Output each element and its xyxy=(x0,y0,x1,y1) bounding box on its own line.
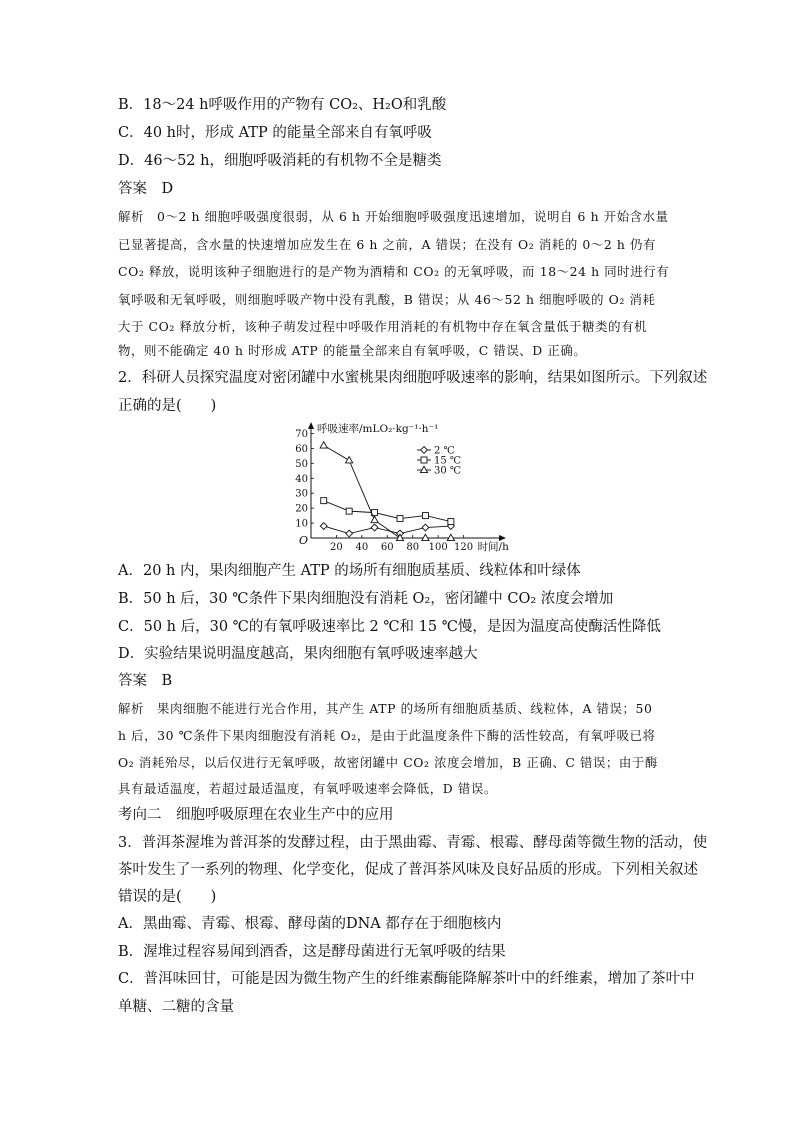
data-point xyxy=(397,516,403,522)
data-point xyxy=(396,534,403,540)
legend-label: 15 ℃ xyxy=(434,455,462,467)
data-point xyxy=(447,534,454,540)
q2-explanation-line: h 后，30 ℃条件下果肉细胞没有消耗 O₂，是由于此温度条件下酶的活性较高，有氧呼吸已将 xyxy=(118,728,656,743)
series-square xyxy=(321,498,454,525)
q3-stem: 错误的是( ) xyxy=(118,889,217,905)
q3-option-b: B．渥堆过程容易闻到酒香，这是酵母菌进行无氧呼吸的结果 xyxy=(118,944,506,960)
data-point xyxy=(448,519,454,525)
legend-label: 30 ℃ xyxy=(434,465,462,477)
q2-option-a: A．20 h 内，果肉细胞产生 ATP 的场所有细胞质基质、线粒体和叶绿体 xyxy=(118,563,581,579)
origin-label: O xyxy=(299,534,309,547)
q1-answer: 答案 D xyxy=(118,181,174,197)
section-heading: 考向二 细胞呼吸原理在农业生产中的应用 xyxy=(118,807,394,823)
q1-explanation-line: CO₂ 释放，说明该种子细胞进行的是产物为酒精和 CO₂ 的无氧呼吸，而 18～24 h 同时进行有 xyxy=(118,264,670,279)
series-line xyxy=(324,526,451,533)
series-line xyxy=(324,501,451,522)
q2-answer: 答案 B xyxy=(118,673,173,689)
q2-option-c: C．50 h 后，30 ℃的有氧呼吸速率比 2 ℃和 15 ℃慢，是因为温度高使酶活性降低 xyxy=(118,619,661,635)
x-tick-label: 120 xyxy=(454,542,474,553)
y-axis-arrow xyxy=(308,422,314,429)
q3-option-c-continued: 单糖、二糖的含量 xyxy=(118,999,234,1015)
series-line xyxy=(324,445,451,538)
x-tick-label: 20 xyxy=(330,542,343,553)
q1-option-b: B．18～24 h呼吸作用的产物有 CO₂、H₂O和乳酸 xyxy=(118,97,447,113)
q1-explanation-line: 解析 0～2 h 细胞呼吸强度很弱，从 6 h 开始细胞呼吸强度迅速增加，说明自 6 h 开始含水量 xyxy=(118,209,669,224)
q2-option-b: B．50 h 后，30 ℃条件下果肉细胞没有消耗 O₂，密闭罐中 CO₂ 浓度会增加 xyxy=(118,591,614,607)
x-tick-label: 80 xyxy=(406,542,420,553)
q1-explanation-line: 已显著提高，含水量的快速增加应发生在 6 h 之前，A 错误；在没有 O₂ 消耗的 0～2 h 仍有 xyxy=(118,237,657,252)
x-axis-title: 时间/h xyxy=(477,541,509,553)
q1-explanation-line: 物，则不能确定 40 h 时形成 ATP 的能量全部来自有氧呼吸，C 错误、D 正确。 xyxy=(118,343,587,358)
q3-option-c: C．普洱味回甘，可能是因为微生物产生的纤维素酶能降解茶叶中的纤维素，增加了茶叶中 xyxy=(118,971,695,987)
legend-marker xyxy=(420,466,427,472)
q2-explanation-line: 具有最适温度，若超过最适温度，有氧呼吸速率会降低，D 错误。 xyxy=(118,781,497,796)
series-diamond xyxy=(320,523,454,537)
data-point xyxy=(320,442,327,448)
data-point xyxy=(320,523,327,530)
y-tick-label: 40 xyxy=(295,473,308,485)
legend-marker xyxy=(421,457,427,463)
chart-legend xyxy=(417,446,461,477)
y-tick-label: 10 xyxy=(295,518,308,530)
q2-option-d: D．实验结果说明温度越高，果肉细胞有氧呼吸速率越大 xyxy=(118,646,478,662)
y-axis-title: 呼吸速率/mLO₂·kg⁻¹·h⁻¹ xyxy=(317,423,439,435)
q1-explanation-line: 氧呼吸和无氧呼吸，则细胞呼吸产物中没有乳酸，B 错误；从 46～52 h 细胞呼吸的 O₂ 消耗 xyxy=(118,292,656,307)
y-tick-label: 20 xyxy=(295,503,308,515)
q2-stem: 2．科研人员探究温度对密闭罐中水蜜桃果肉细胞呼吸速率的影响，结果如图所示。下列叙述 xyxy=(118,370,708,386)
q1-option-d: D．46～52 h，细胞呼吸消耗的有机物不全是糖类 xyxy=(118,153,442,169)
data-point xyxy=(321,498,327,504)
q1-option-c: C．40 h时，形成 ATP 的能量全部来自有氧呼吸 xyxy=(118,125,432,141)
y-tick-label: 60 xyxy=(295,443,308,455)
data-point xyxy=(346,508,352,514)
legend-label: 2 ℃ xyxy=(434,445,455,457)
data-point xyxy=(371,516,378,522)
y-tick-label: 50 xyxy=(295,458,308,470)
y-tick-label: 70 xyxy=(295,428,308,440)
legend-marker xyxy=(421,447,428,454)
q3-option-a: A．黑曲霉、青霉、根霉、酵母菌的DNA 都存在于细胞核内 xyxy=(118,916,502,932)
data-point xyxy=(346,530,353,537)
x-tick-label: 40 xyxy=(355,542,369,553)
data-point xyxy=(422,534,429,540)
q1-explanation-line: 大于 CO₂ 释放分析，该种子萌发过程中呼吸作用消耗的有机物中存在氧含量低于糖类的有机 xyxy=(118,319,648,334)
data-point xyxy=(422,513,428,519)
q3-stem: 3．普洱茶渥堆为普洱茶的发酵过程，由于黑曲霉、青霉、根霉、酵母菌等微生物的活动，使 xyxy=(118,835,708,851)
respiration-rate-chart xyxy=(281,420,513,554)
q3-stem: 茶叶发生了一系列的物理、化学变化，促成了普洱茶风味及良好品质的形成。下列相关叙述 xyxy=(118,862,698,878)
data-point xyxy=(371,524,378,531)
data-point xyxy=(422,524,429,531)
chart-axes xyxy=(308,422,506,541)
q2-explanation-line: O₂ 消耗殆尽，以后仅进行无氧呼吸，故密闭罐中 CO₂ 浓度会增加，B 正确、C 错误；由于酶 xyxy=(118,755,658,770)
q2-stem: 正确的是( ) xyxy=(118,398,217,414)
x-tick-label: 100 xyxy=(428,542,448,553)
x-tick-label: 60 xyxy=(380,542,394,553)
q2-explanation-line: 解析 果肉细胞不能进行光合作用，其产生 ATP 的场所有细胞质基质、线粒体，A 错误；50 xyxy=(118,701,653,716)
y-tick-label: 30 xyxy=(295,488,308,500)
data-point xyxy=(346,457,353,463)
